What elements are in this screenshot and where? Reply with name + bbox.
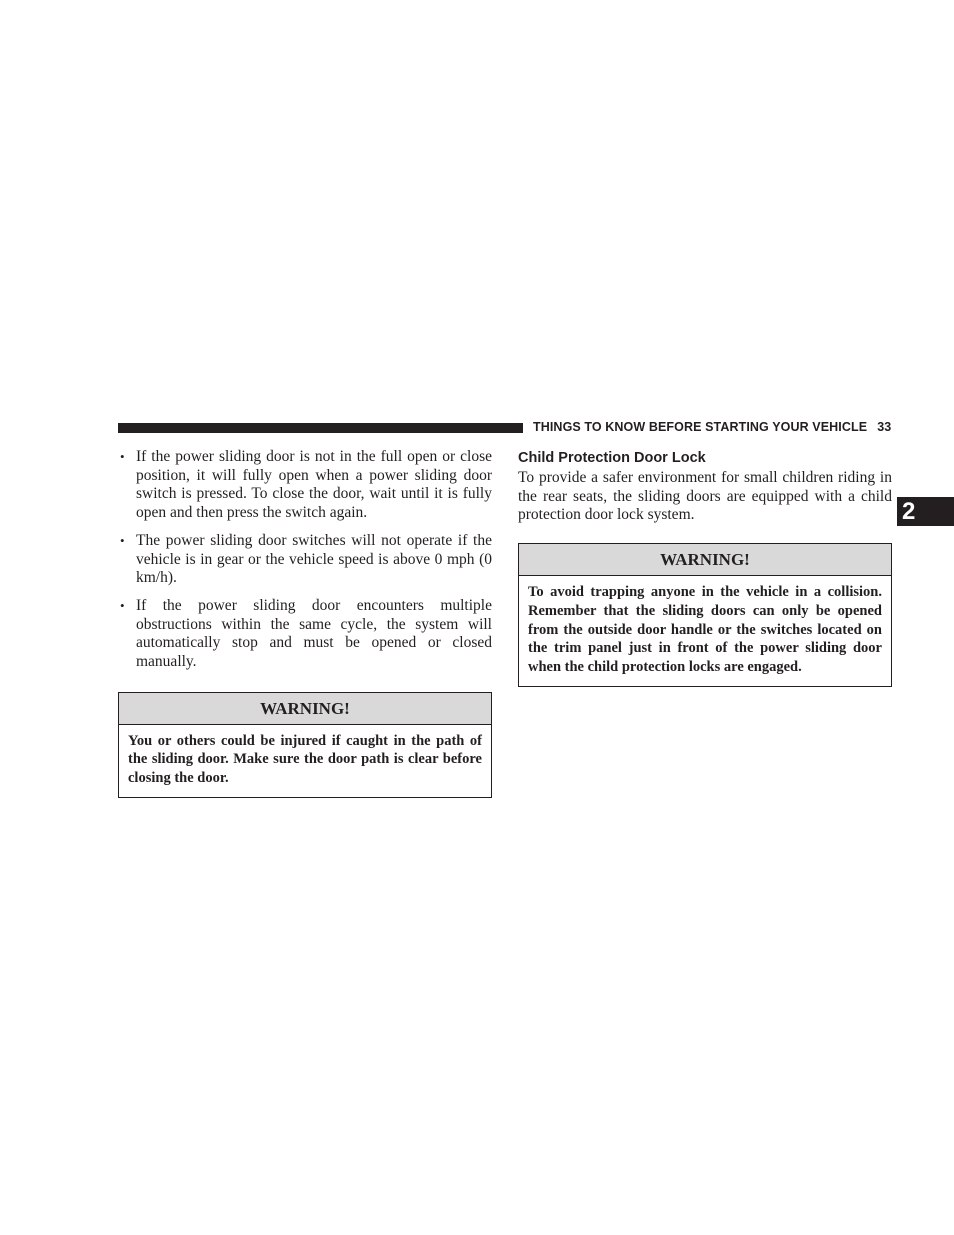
bullet-icon: • <box>120 532 125 548</box>
list-item <box>118 597 492 672</box>
bullet-icon: • <box>120 597 125 613</box>
section-paragraph: To provide a safer environment for small children riding in the rear seats, the sliding doors are equipped with a child protection door lock system. <box>518 469 892 524</box>
bullet-list <box>118 448 492 672</box>
header-title: THINGS TO KNOW BEFORE STARTING YOUR VEHICLE <box>533 420 868 434</box>
running-header <box>533 420 891 434</box>
list-item <box>118 532 492 588</box>
right-column <box>518 448 892 687</box>
page-number: 33 <box>877 420 892 434</box>
warning-box-sliding-door <box>118 692 492 798</box>
list-item <box>118 448 492 523</box>
bullet-text: If the power sliding door encounters multiple obstructions within the same cycle, the system will automatically stop and must be opened or closed manually. <box>136 596 492 671</box>
bullet-text: The power sliding door switches will not operate if the vehicle is in gear or the vehicle speed is above 0 mph (0 km/h). <box>136 531 492 587</box>
left-column <box>118 448 492 798</box>
warning-title: WARNING! <box>119 693 491 725</box>
header-rule <box>118 423 523 433</box>
warning-text: To avoid trapping anyone in the vehicle in a collision. Remember that the sliding doors can only be opened from the outside door handle or the switches located on the trim panel just in front of the power sliding door when the child protection locks are engaged. <box>528 584 882 675</box>
bullet-text: If the power sliding door is not in the full open or close position, it will fully open when a power sliding door switch is pressed. To close the door, wait until it is fully open and then press the switch again. <box>136 448 492 522</box>
warning-box-child-lock <box>518 543 892 687</box>
chapter-tab: 2 <box>897 497 954 526</box>
section-title: Child Protection Door Lock <box>518 450 706 466</box>
warning-text: You or others could be injured if caught in the path of the sliding door. Make sure the door path is clear before closing the door. <box>128 732 482 787</box>
bullet-icon: • <box>120 449 125 464</box>
warning-title: WARNING! <box>519 544 891 576</box>
